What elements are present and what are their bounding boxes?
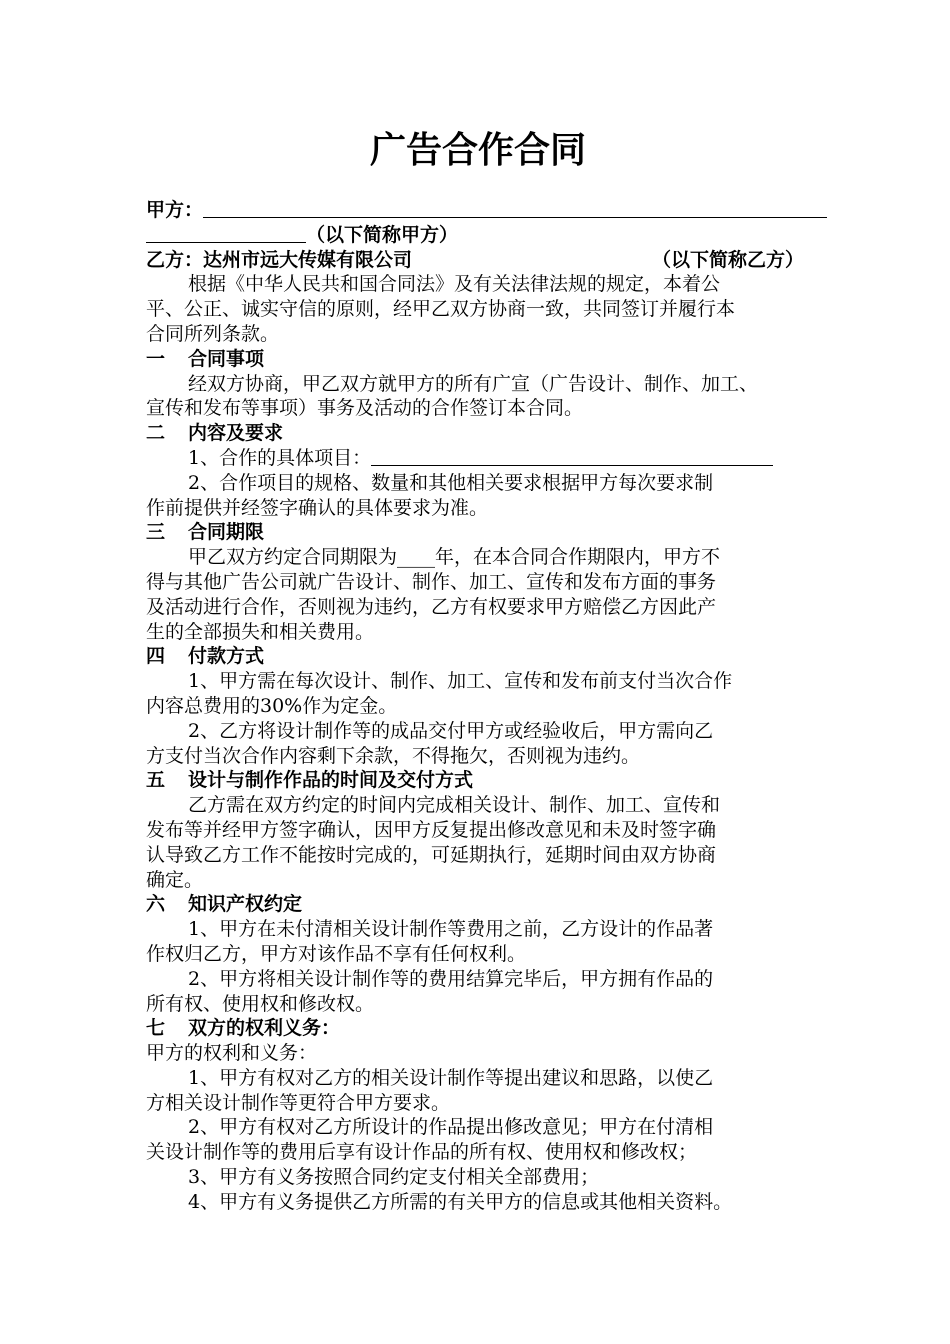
preamble-line: 根据《中华人民共和国合同法》及有关法律法规的规定，本着公: [188, 273, 721, 296]
paragraph-line: 方相关设计制作等更符合甲方要求。: [146, 1091, 451, 1114]
paragraph-line: 2、合作项目的规格、数量和其他相关要求根据甲方每次要求制: [188, 471, 714, 494]
paragraph-line: 得与其他广告公司就广告设计、制作、加工、宣传和发布方面的事务: [146, 570, 717, 593]
party-b-label: 乙方：达州市远大传媒有限公司: [146, 248, 413, 271]
section-heading: 五 设计与制作作品的时间及交付方式: [146, 769, 474, 792]
contract-body: [146, 198, 810, 1215]
paragraph-line: 甲乙双方约定合同期限为____年，在本合同合作期限内，甲方不: [188, 546, 721, 569]
paragraph-line: 及活动进行合作，否则视为违约，乙方有权要求甲方赔偿乙方因此产: [146, 595, 717, 618]
paragraph-line: 1、合作的具体项目：: [146, 446, 810, 471]
paragraph-line: 4、甲方有义务提供乙方所需的有关甲方的信息或其他相关资料。: [188, 1190, 733, 1213]
document-title: 广告合作合同: [369, 130, 586, 171]
paragraph-line: 乙方需在双方约定的时间内完成相关设计、制作、加工、宣传和: [188, 794, 721, 817]
preamble-line: 合同所列条款。: [146, 322, 280, 345]
paragraph-line: 生的全部损失和相关费用。: [146, 620, 375, 643]
paragraph-line: 1、甲方在未付清相关设计制作等费用之前，乙方设计的作品著: [188, 918, 714, 941]
party-a-line-2: [146, 223, 810, 248]
subheading: 甲方的权利和义务：: [146, 1042, 318, 1065]
paragraph-line: 宣传和发布等事项）事务及活动的合作签订本合同。: [146, 397, 584, 420]
section-heading: 六 知识产权约定: [146, 893, 303, 916]
paragraph-line: 作权归乙方，甲方对该作品不享有任何权利。: [146, 942, 527, 965]
section-heading: 七 双方的权利义务：: [146, 1017, 341, 1040]
paragraph-line: 2、乙方将设计制作等的成品交付甲方或经验收后，甲方需向乙: [188, 719, 714, 742]
party-b-suffix: （以下简称乙方）: [651, 248, 804, 271]
party-a-suffix: （以下简称甲方）: [306, 223, 459, 246]
paragraph-line: 内容总费用的30%作为定金。: [146, 694, 398, 717]
paragraph-line: 2、甲方有权对乙方所设计的作品提出修改意见；甲方在付清相: [188, 1116, 714, 1139]
paragraph-line: 确定。: [146, 868, 204, 891]
section-heading: 一 合同事项: [146, 347, 265, 370]
section-heading: 二 内容及要求: [146, 422, 284, 445]
party-a-name-blank: [203, 199, 827, 218]
paragraph-line: 2、甲方将相关设计制作等的费用结算完毕后，甲方拥有作品的: [188, 967, 714, 990]
paragraph-line: 所有权、使用权和修改权。: [146, 992, 375, 1015]
paragraph-line: 发布等并经甲方签字确认，因甲方反复提出修改意见和未及时签字确: [146, 818, 717, 841]
paragraph-line: 经双方协商，甲乙双方就甲方的所有广宣（广告设计、制作、加工、: [188, 372, 759, 395]
project-blank: [371, 447, 773, 466]
paragraph-line: 3、甲方有义务按照合同约定支付相关全部费用；: [188, 1166, 600, 1189]
party-a-label: 甲方：: [146, 199, 204, 221]
party-a-line: [146, 198, 810, 223]
party-a-name-blank-2: [146, 224, 306, 243]
section-heading: 三 合同期限: [146, 521, 265, 544]
paragraph-line: 1、甲方需在每次设计、制作、加工、宣传和发布前支付当次合作: [188, 670, 733, 693]
party-b-line: [146, 248, 810, 273]
section-heading: 四 付款方式: [146, 645, 265, 668]
paragraph-line: 方支付当次合作内容剩下余款，不得拖欠，否则视为违约。: [146, 744, 641, 767]
paragraph-line: 作前提供并经签字确认的具体要求为准。: [146, 496, 489, 519]
preamble-line: 平、公正、诚实守信的原则，经甲乙双方协商一致，共同签订并履行本: [146, 298, 736, 321]
paragraph-line: 认导致乙方工作不能按时完成的，可延期执行，延期时间由双方协商: [146, 843, 717, 866]
paragraph-line: 关设计制作等的费用后享有设计作品的所有权、使用权和修改权；: [146, 1141, 698, 1164]
paragraph-line: 1、甲方有权对乙方的相关设计制作等提出建议和思路，以使乙: [188, 1066, 714, 1089]
